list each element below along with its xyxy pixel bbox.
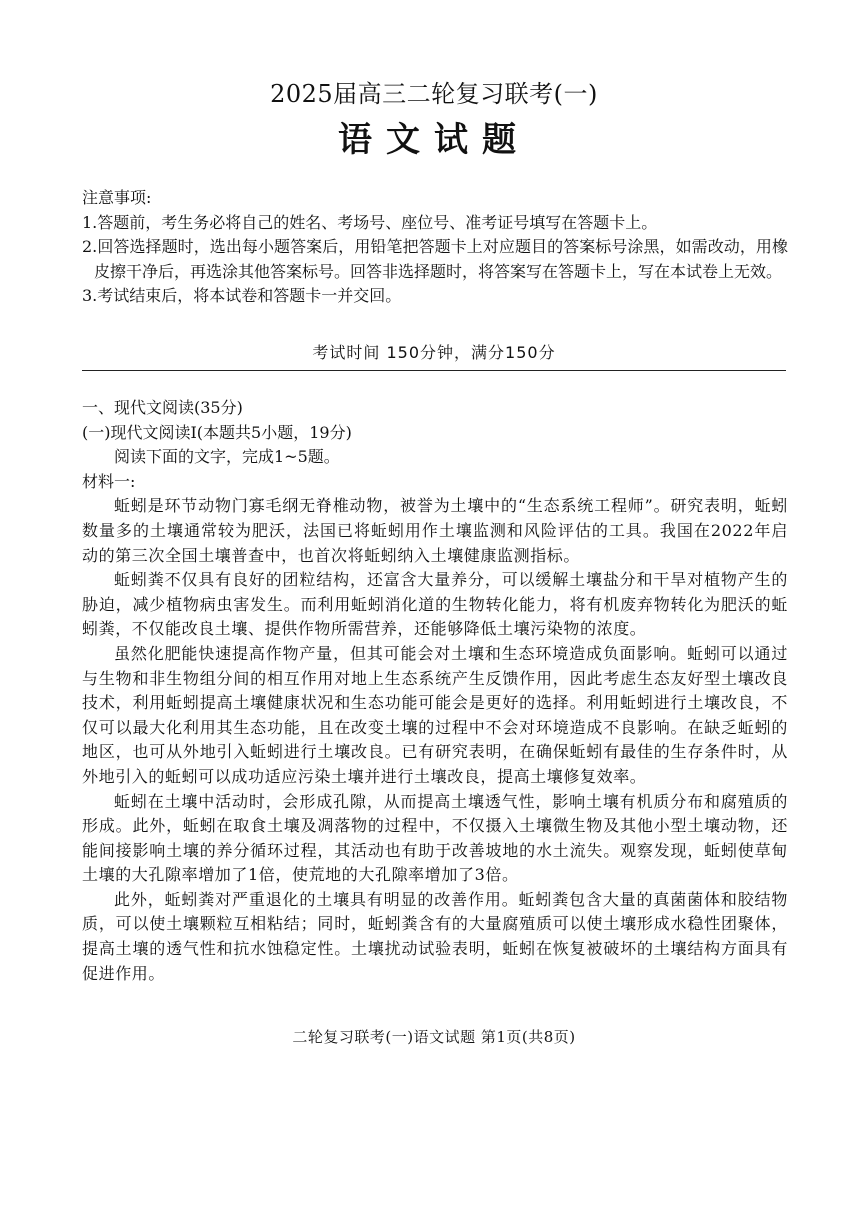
notice-item: 3.考试结束后，将本试卷和答题卡一并交回。 [82, 286, 402, 305]
passage-paragraph: 蚯蚓粪不仅具有良好的团粒结构，还富含大量养分，可以缓解土壤盐分和干旱对植物产生的胁迫，减少植物病虫害发生。而利用蚯蚓消化道的生物转化能力，将有机废弃物转化为肥沃的蚯蚓粪，不仅能改良土壤、提供作物所需营养，还能够降低土壤污染物的浓度。 [82, 570, 788, 639]
reading-instruction: 阅读下面的文字，完成1~5题。 [114, 447, 340, 467]
page-footer: 二轮复习联考(一)语文试题 第1页(共8页) [292, 1028, 576, 1046]
passage-paragraph: 此外，蚯蚓粪对严重退化的土壤具有明显的改善作用。蚯蚓粪包含大量的真菌菌体和胶结物质，可以使土壤颗粒互相粘结；同时，蚯蚓粪含有的大量腐殖质可以使土壤形成水稳性团聚体，提高土壤的透气性和抗水蚀稳定性。土壤扰动试验表明，蚯蚓在恢复被破坏的土壤结构方面具有促进作用。 [82, 889, 788, 983]
passage-paragraph: 蚯蚓在土壤中活动时，会形成孔隙，从而提高土壤透气性，影响土壤有机质分布和腐殖质的形成。此外，蚯蚓在取食土壤及凋落物的过程中，不仅摄入土壤微生物及其他小型土壤动物，还能间接影响土壤的养分循环过程，其活动也有助于改善坡地的水土流失。观察发现，蚯蚓使草甸土壤的大孔隙率增加了1倍，使荒地的大孔隙率增加了3倍。 [82, 791, 788, 885]
notice-item: 1.答题前，考生务必将自己的姓名、考场号、座位号、准考证号填写在答题卡上。 [82, 212, 658, 232]
section-title: 一、现代文阅读(35分) [82, 398, 243, 417]
subsection-title: (一)现代文阅读Ⅰ(本题共5小题，19分) [82, 422, 352, 442]
notice-item: 2.回答选择题时，选出每小题答案后，用铅笔把答题卡上对应题目的答案标号涂黑，如需改动，用橡皮擦干净后，再选涂其他答案标号。回答非选择题时，将答案写在答题卡上，写在本试卷上无效。 [82, 237, 788, 281]
exam-title: 2025届高三二轮复习联考(一) [270, 80, 598, 108]
divider-line [82, 370, 786, 371]
subject-title: 语文试题 [338, 120, 530, 160]
passage-paragraph: 虽然化肥能快速提高作物产量，但其可能会对土壤和生态环境造成负面影响。蚯蚓可以通过与生物和非生物组分间的相互作用对地上生态系统产生反馈作用，因此考虑生态友好型土壤改良技术，利用蚯蚓提高土壤健康状况和生态功能可能会是更好的选择。利用蚯蚓进行土壤改良，不仅可以最大化利用其生态功能，且在改变土壤的过程中不会对环境造成不良影响。在缺乏蚯蚓的地区，也可从外地引入蚯蚓进行土壤改良。已有研究表明，在确保蚯蚓有最佳的生存条件时，从外地引入的蚯蚓可以成功适应污染土壤并进行土壤改良，提高土壤修复效率。 [82, 643, 788, 786]
exam-time-and-score: 考试时间 150分钟，满分150分 [312, 343, 556, 362]
reading-section [82, 396, 788, 986]
notice-block [82, 186, 788, 309]
passage-paragraph: 蚯蚓是环节动物门寡毛纲无脊椎动物，被誉为土壤中的“生态系统工程师”。研究表明，蚯蚓数量多的土壤通常较为肥沃，法国已将蚯蚓用作土壤监测和风险评估的工具。我国在2022年启动的第三次全国土壤普查中，也首次将蚯蚓纳入土壤健康监测指标。 [82, 496, 788, 565]
notice-heading: 注意事项: [82, 188, 152, 207]
material-label: 材料一: [82, 471, 136, 491]
